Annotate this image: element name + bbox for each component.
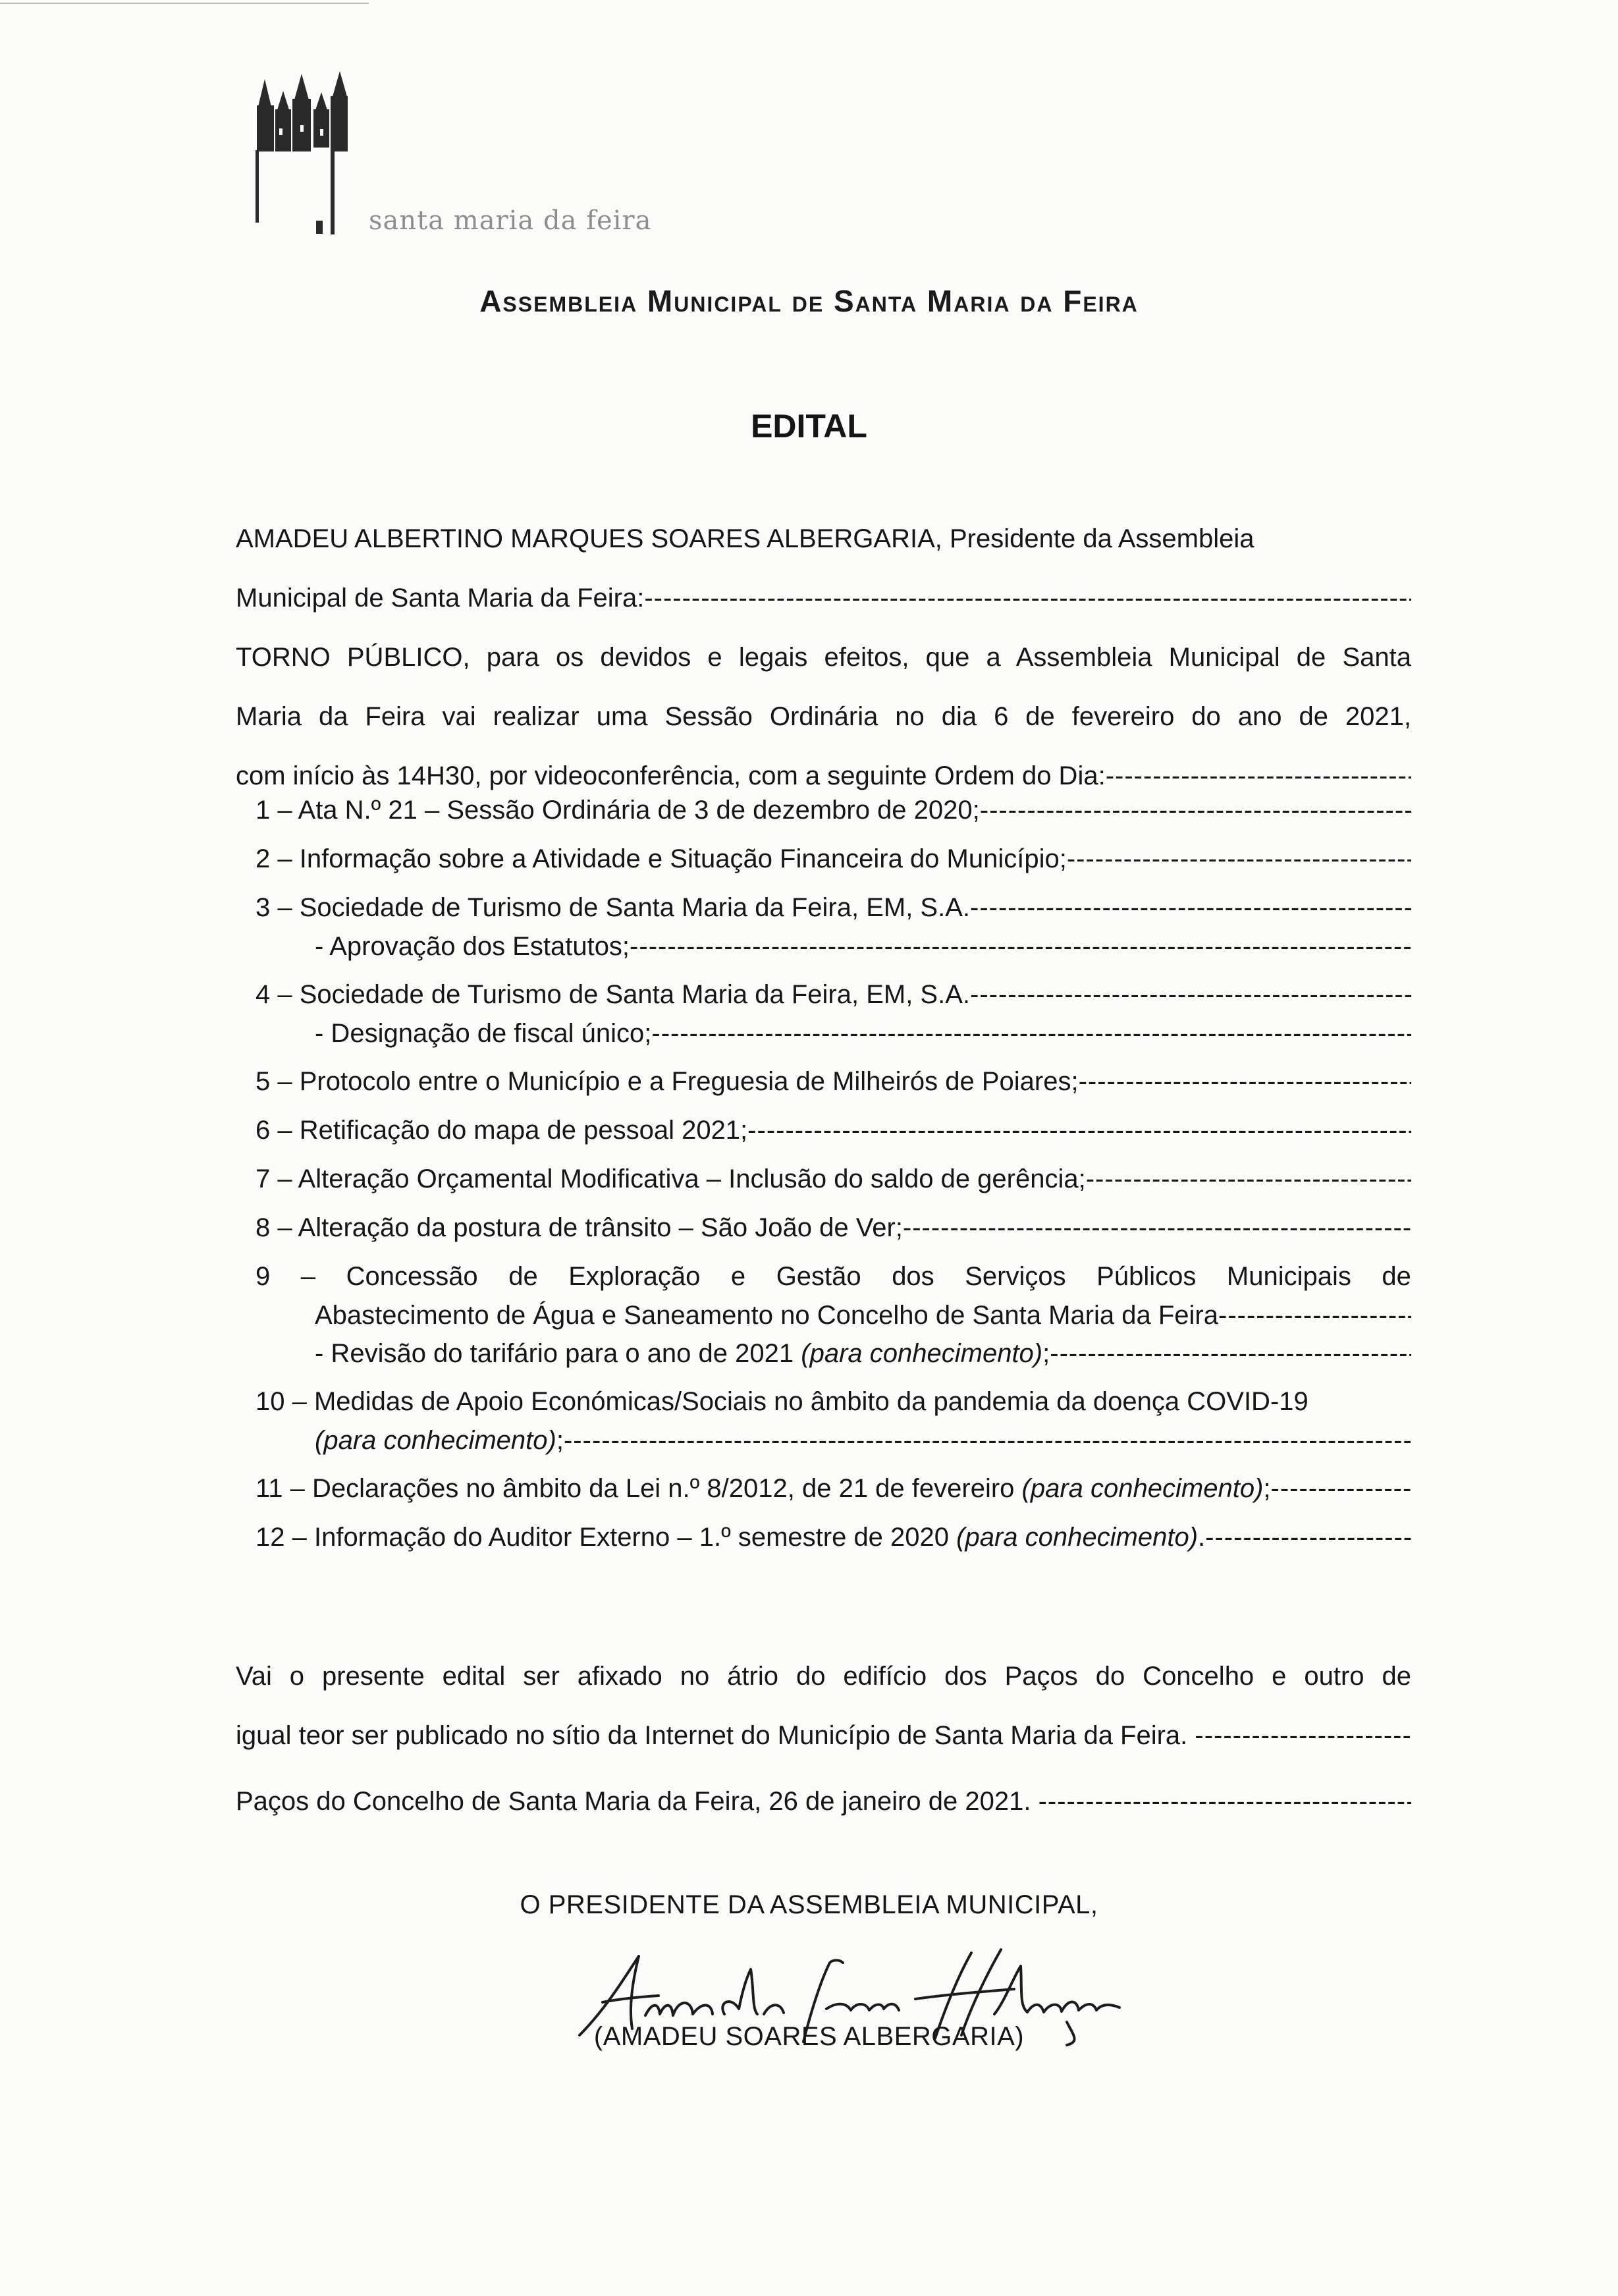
agenda-item-text: 8 – Alteração da postura de trânsito – São João de Ver; — [256, 1213, 903, 1242]
place-date-text: Paços do Concelho de Santa Maria da Feira, 26 de janeiro de 2021. — [236, 1787, 1031, 1816]
intro-paragraph — [236, 509, 1411, 628]
filler-dashes — [644, 568, 1411, 628]
signatory-name: (AMADEU SOARES ALBERGARIA) — [593, 2022, 1025, 2051]
word: de — [508, 1262, 538, 1291]
agenda-item-note: (para conhecimento) — [801, 1339, 1043, 1368]
agenda-item — [256, 1110, 1411, 1150]
filler-dashes — [651, 1014, 1411, 1052]
agenda-item — [256, 1159, 1411, 1199]
filler-dashes — [980, 790, 1411, 830]
agenda-item — [256, 975, 1411, 1052]
agenda-list — [256, 790, 1411, 1566]
filler-dashes — [1079, 1062, 1411, 1101]
agenda-item-text: 4 – Sociedade de Turismo de Santa Maria da Feira, EM, S.A. — [256, 980, 970, 1009]
word: 9 — [256, 1262, 271, 1291]
agenda-item: 9 – Concessão de Exploração e Gestão dos Serviços Públicos Municipais de Abastecimento de Água e Saneamento no Concelho de Santa Maria da Feira ----- - Revisão do tarifário para o ano de 2021 (para conhecimento) ; ----- — [256, 1257, 1411, 1373]
closing-paragraph — [236, 1647, 1411, 1831]
filler-dashes — [1038, 1772, 1411, 1831]
place-date-line — [236, 1772, 1411, 1831]
agenda-item-text: 2 – Informação sobre a Atividade e Situação Financeira do Município; — [256, 844, 1067, 873]
document-title: EDITAL — [751, 408, 867, 445]
word: Concessão — [346, 1262, 478, 1291]
filler-dashes — [1218, 1296, 1411, 1334]
filler-dashes — [1086, 1159, 1411, 1199]
agenda-item-9-first-line — [256, 1257, 1411, 1296]
agenda-item — [256, 790, 1411, 830]
municipality-logo — [250, 66, 659, 244]
word: de — [1382, 1262, 1411, 1291]
intro-line — [236, 568, 1411, 628]
agenda-item-note: (para conhecimento) — [956, 1523, 1199, 1552]
announcement-line-text: com início às 14H30, por videoconferência, com a seguinte Ordem do Dia: — [236, 761, 1106, 790]
agenda-item — [256, 839, 1411, 879]
announcement-paragraph — [236, 628, 1411, 806]
word: Exploração — [568, 1262, 701, 1291]
agenda-item — [256, 888, 1411, 966]
closing-line-text: igual teor ser publicado no sítio da Internet do Município de Santa Maria da Feira. — [236, 1721, 1188, 1750]
castle-icon — [250, 66, 382, 237]
signatory-role: O PRESIDENTE DA ASSEMBLEIA MUNICIPAL, — [520, 1890, 1098, 1919]
agenda-item-text: 11 – Declarações no âmbito da Lei n.º 8/2012, de 21 de fevereiro — [256, 1474, 1015, 1503]
word: Serviços — [965, 1262, 1066, 1291]
filler-dashes — [564, 1421, 1411, 1460]
filler-dashes — [970, 888, 1411, 927]
scan-edge-line — [0, 3, 369, 4]
filler-dashes — [1050, 1334, 1411, 1373]
agenda-item — [256, 1208, 1411, 1247]
agenda-item-text: 5 – Protocolo entre o Município e a Freguesia de Milheirós de Poiares; — [256, 1067, 1079, 1096]
agenda-item-text: 7 – Alteração Orçamental Modificativa – Inclusão do saldo de gerência; — [256, 1164, 1086, 1193]
logo-wordmark: santa maria da feira — [369, 205, 652, 236]
word: dos — [892, 1262, 934, 1291]
agenda-item: 12 – Informação do Auditor Externo – 1.º semestre de 2020 (para conhecimento) . ----- — [256, 1517, 1411, 1557]
announcement-line: Maria da Feira vai realizar uma Sessão Ordinária no dia 6 de fevereiro do ano de 2021, — [236, 702, 1411, 731]
agenda-item-subtext: - Designação de fiscal único; — [315, 1019, 652, 1048]
filler-dashes — [903, 1208, 1411, 1247]
announcement-line: TORNO PÚBLICO, para os devidos e legais efeitos, que a Assembleia Municipal de Santa — [236, 643, 1411, 672]
filler-dashes — [970, 975, 1411, 1014]
filler-dashes — [1205, 1517, 1411, 1557]
word: Municipais — [1226, 1262, 1351, 1291]
word: Gestão — [776, 1262, 861, 1291]
agenda-item — [256, 1062, 1411, 1101]
intro-line: AMADEU ALBERTINO MARQUES SOARES ALBERGARIA, Presidente da Assembleia — [236, 524, 1254, 553]
agenda-item-subtext: - Aprovação dos Estatutos; — [315, 932, 630, 961]
agenda-item-text: 6 – Retificação do mapa de pessoal 2021; — [256, 1116, 748, 1145]
filler-dashes — [1067, 839, 1411, 879]
agenda-item-subtext: - Revisão do tarifário para o ano de 2021 — [315, 1339, 794, 1368]
filler-dashes — [1271, 1469, 1411, 1508]
word: e — [730, 1262, 746, 1291]
agenda-item-text: 12 – Informação do Auditor Externo – 1.º semestre de 2020 — [256, 1523, 950, 1552]
agenda-item-text: 10 – Medidas de Apoio Económicas/Sociais no âmbito da pandemia da doença COVID-19 — [256, 1387, 1308, 1416]
filler-dashes — [747, 1110, 1411, 1150]
word: Públicos — [1096, 1262, 1197, 1291]
filler-dashes — [1195, 1706, 1411, 1765]
word: – — [300, 1262, 316, 1291]
agenda-item-note: (para conhecimento) — [315, 1426, 556, 1455]
agenda-item: 11 – Declarações no âmbito da Lei n.º 8/2012, de 21 de fevereiro (para conhecimento) ; ----- — [256, 1469, 1411, 1508]
agenda-item-note: (para conhecimento) — [1021, 1474, 1264, 1503]
closing-line: Vai o presente edital ser afixado no átrio do edifício dos Paços do Concelho e outro de — [236, 1662, 1411, 1691]
agenda-item-text: 3 – Sociedade de Turismo de Santa Maria da Feira, EM, S.A. — [256, 893, 970, 922]
agenda-item-text: 1 – Ata N.º 21 – Sessão Ordinária de 3 de dezembro de 2020; — [256, 796, 980, 825]
filler-dashes — [630, 927, 1411, 966]
agenda-item: 10 – Medidas de Apoio Económicas/Sociais no âmbito da pandemia da doença COVID-19 (para conhecimento) ; ----- — [256, 1382, 1411, 1460]
assembly-title: Assembleia Municipal de Santa Maria da Feira — [479, 284, 1139, 318]
agenda-item-subtext: Abastecimento de Água e Saneamento no Concelho de Santa Maria da Feira — [315, 1301, 1218, 1330]
closing-line — [236, 1706, 1411, 1765]
intro-line-text: Municipal de Santa Maria da Feira: — [236, 584, 645, 613]
